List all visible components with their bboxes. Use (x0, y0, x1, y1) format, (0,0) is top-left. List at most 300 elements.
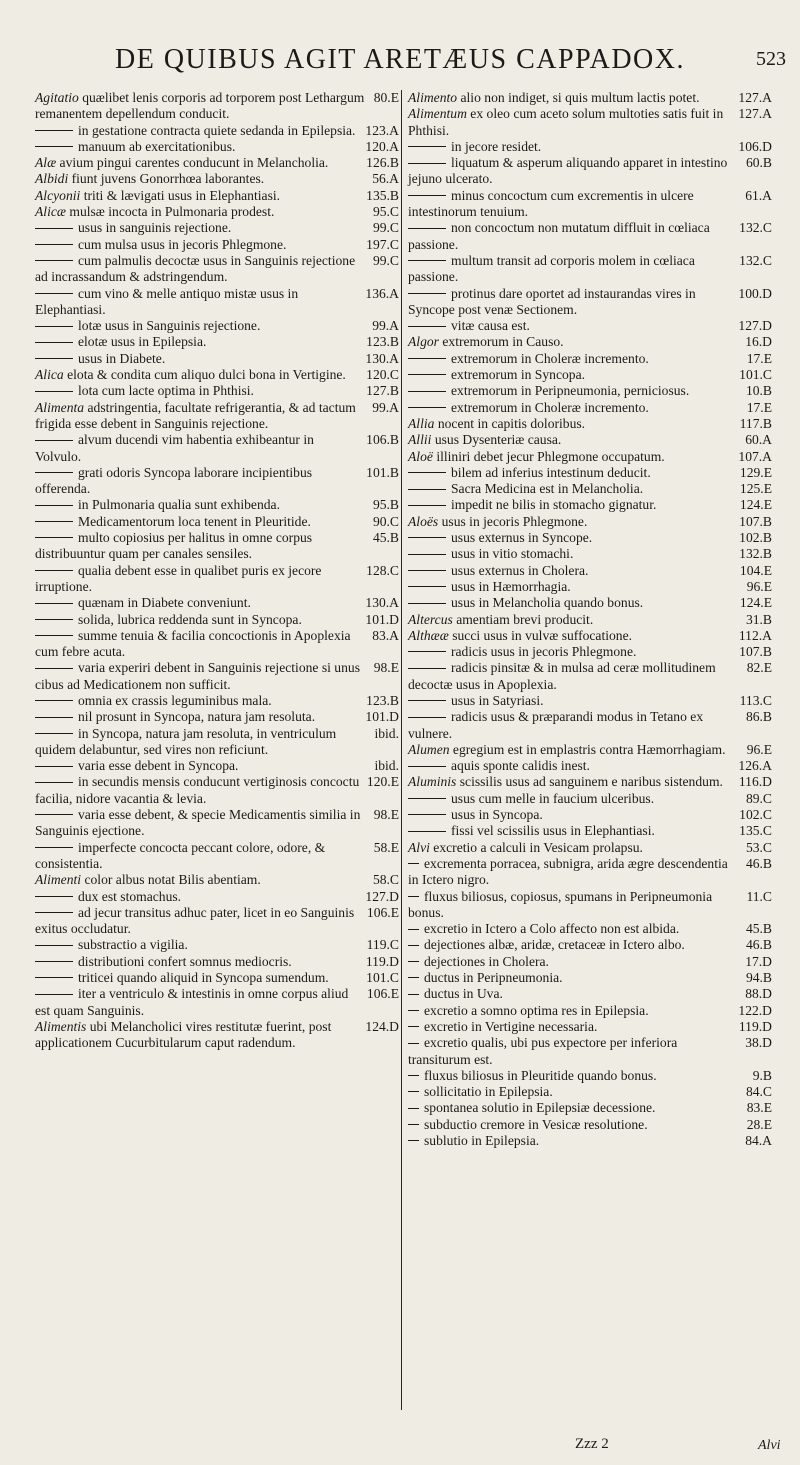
entry-text: vitæ causa est. (451, 318, 530, 334)
index-entry (35, 367, 401, 383)
page-reference: 89.C (745, 790, 772, 806)
entry-text: ductus in Peripneumonia. (424, 970, 563, 986)
page-reference: 132.C (739, 252, 772, 268)
page-reference: 124.E (739, 595, 772, 611)
ditto-dash (408, 407, 446, 408)
index-entry (408, 383, 774, 399)
index-entry (408, 840, 774, 856)
headword: Aluminis (408, 774, 457, 790)
index-entry (35, 970, 401, 986)
entry-text: subductio cremore in Vesicæ resolutione. (424, 1116, 648, 1132)
ditto-dash (408, 293, 446, 294)
entry-text: substractio a vigilia. (78, 937, 188, 953)
ditto-dash (35, 391, 73, 392)
page-reference: 120.C (366, 367, 399, 383)
ditto-dash (408, 570, 446, 571)
page-reference: 135.B (366, 187, 399, 203)
entry-text: triti & lævigati usus in Elephantiasi. (80, 187, 281, 203)
ditto-dash (408, 1140, 419, 1141)
ditto-dash (35, 814, 73, 815)
ditto-dash (408, 994, 419, 995)
ditto-dash (35, 293, 73, 294)
index-entry (35, 220, 401, 236)
ditto-dash (35, 260, 73, 261)
ditto-dash (408, 700, 446, 701)
index-entry (408, 1068, 774, 1084)
page-reference: 129.E (739, 464, 772, 480)
page-reference: 125.E (739, 481, 772, 497)
index-entry (35, 351, 401, 367)
index-entry (35, 774, 401, 807)
page-reference: 99.C (372, 220, 399, 236)
signature-mark: Zzz 2 (575, 1436, 609, 1452)
page-reference: 83.A (372, 627, 399, 643)
page-reference: 130.A (365, 350, 399, 366)
entry-text: iter a ventriculo & intestinis in omne corpus aliud est quam Sanguinis. (35, 986, 349, 1018)
index-entry (35, 726, 401, 759)
ditto-dash (35, 146, 73, 147)
entry-text: radicis usus & præparandi modus in Tetano ex vulnere. (408, 709, 704, 741)
page-reference: 124.D (365, 1018, 399, 1034)
page-reference: 117.B (739, 415, 772, 431)
index-entry (408, 253, 774, 286)
index-entry (35, 465, 401, 498)
ditto-dash (408, 163, 446, 164)
index-entry (35, 286, 401, 319)
page-reference: 99.A (372, 318, 399, 334)
entry-text: grati odoris Syncopa laborare incipientibus offerenda. (35, 464, 313, 497)
ditto-dash (408, 537, 446, 538)
entry-text: usus Dysenteriæ causa. (431, 432, 562, 448)
page-reference: ibid. (374, 758, 399, 774)
entry-text: usus in vitio stomachi. (451, 546, 574, 562)
entry-text: fissi vel scissilis usus in Elephantiasi. (451, 823, 655, 839)
page-reference: ibid. (374, 725, 399, 741)
ditto-dash (35, 896, 73, 897)
index-entry (408, 970, 774, 986)
page-reference: 102.C (739, 807, 772, 823)
entry-text: qualia debent esse in qualibet puris ex jecore irruptione. (35, 562, 322, 594)
index-entry (35, 595, 401, 611)
entry-text: ductus in Uva. (424, 986, 503, 1002)
index-entry (408, 823, 774, 839)
index-entry (35, 90, 401, 123)
index-entry (408, 954, 774, 970)
ditto-dash (35, 912, 73, 913)
page-reference: 106.E (366, 986, 399, 1002)
entry-text: triticei quando aliquid in Syncopa sumendum. (78, 970, 329, 986)
entry-text: multum transit ad corporis molem in cœliaca passione. (408, 252, 695, 285)
entry-text: usus cum melle in faucium ulceribus. (451, 790, 655, 806)
ditto-dash (408, 326, 446, 327)
entry-text: extremorum in Peripneumonia, perniciosus. (451, 383, 690, 399)
headword: Allii (408, 432, 432, 448)
index-entry (408, 449, 774, 465)
entry-text: ad jecur transitus adhuc pater, licet in eo Sanguinis exitus occludatur. (35, 904, 355, 937)
headword: Aloë (408, 448, 433, 464)
page-reference: 96.E (746, 741, 772, 757)
ditto-dash (408, 961, 419, 962)
index-entry (35, 400, 401, 433)
ditto-dash (408, 228, 446, 229)
page-reference: 127.B (366, 383, 399, 399)
entry-text: mulsæ incocta in Pulmonaria prodest. (65, 204, 275, 220)
entry-text: quælibet lenis corporis ad torporem post Lethargum remanentem depellendum conducit. (35, 90, 365, 122)
index-entry (35, 334, 401, 350)
ditto-dash (408, 1091, 419, 1092)
entry-text: fluxus biliosus in Pleuritide quando bonus. (424, 1067, 657, 1083)
ditto-dash (35, 945, 73, 946)
entry-text: cum mulsa usus in jecoris Phlegmone. (78, 236, 287, 252)
page-reference: 127.A (738, 106, 772, 122)
ditto-dash (408, 260, 446, 261)
index-entry (408, 1019, 774, 1035)
ditto-dash (408, 146, 446, 147)
page-reference: 10.B (745, 383, 772, 399)
entry-text: nil prosunt in Syncopa, natura jam resoluta. (78, 709, 316, 725)
index-entry (408, 400, 774, 416)
entry-text: excretio a calculi in Vesicam prolapsu. (429, 839, 643, 855)
index-entry (408, 334, 774, 350)
page-reference: 123.B (366, 334, 399, 350)
index-entry (408, 807, 774, 823)
page-reference: 127.D (365, 888, 399, 904)
index-entry (408, 367, 774, 383)
headword: Allia (408, 415, 435, 431)
ditto-dash (35, 733, 73, 734)
entry-text: adstringentia, facultate refrigerantia, & ad tactum frigida esse debent in Sanguinis rejectione. (35, 399, 356, 431)
ditto-dash (408, 374, 446, 375)
entry-text: lota cum lacte optima in Phthisi. (78, 383, 254, 399)
ditto-dash (35, 717, 73, 718)
entry-text: illiniri debet jecur Phlegmone occupatum. (432, 448, 665, 464)
index-entry (408, 1133, 774, 1149)
index-entry (408, 1035, 774, 1068)
ditto-dash (408, 554, 446, 555)
index-entry (408, 612, 774, 628)
ditto-dash (408, 472, 446, 473)
page-reference: 104.E (739, 562, 772, 578)
page-reference: 9.B (752, 1067, 772, 1083)
ditto-dash (408, 929, 419, 930)
entry-text: excrementa porracea, subnigra, arida ægre descendentia in Ictero nigro. (408, 855, 728, 888)
entry-text: cum palmulis decoctæ usus in Sanguinis rejectione ad incrassandum & adstringendum. (35, 252, 356, 285)
index-entry (35, 318, 401, 334)
page-reference: 130.A (365, 595, 399, 611)
entry-text: nocent in capitis doloribus. (434, 415, 586, 431)
page-reference: 95.C (372, 204, 399, 220)
entry-text: usus externus in Cholera. (451, 562, 589, 578)
page-reference: 58.E (373, 839, 399, 855)
index-entry (35, 807, 401, 840)
entry-text: usus in sanguinis rejectione. (78, 220, 232, 236)
page-reference: 90.C (372, 513, 399, 529)
headword: Althææ (408, 627, 449, 643)
entry-text: manuum ab exercitationibus. (78, 138, 236, 154)
index-entry (35, 660, 401, 693)
entry-text: scissilis usus ad sanguinem e naribus sistendum. (456, 774, 723, 790)
index-entry (35, 188, 401, 204)
ditto-dash (408, 1108, 419, 1109)
index-entry (35, 937, 401, 953)
entry-text: elotæ usus in Epilepsia. (78, 334, 207, 350)
index-entry (408, 318, 774, 334)
index-entry (408, 774, 774, 790)
index-entry (408, 286, 774, 319)
page-reference: 112.A (738, 627, 772, 643)
entry-text: in Syncopa, natura jam resoluta, in ventriculum quidem delabuntur, sed vires non reficiunt. (35, 725, 337, 757)
page-reference: 119.C (366, 937, 399, 953)
ditto-dash (35, 505, 73, 506)
ditto-dash (35, 619, 73, 620)
page-reference: 88.D (745, 986, 772, 1002)
page-reference: 101.B (366, 464, 399, 480)
headword: Alimento (408, 90, 458, 105)
index-entry (408, 465, 774, 481)
index-entry (408, 481, 774, 497)
ditto-dash (408, 391, 446, 392)
page-reference: 80.E (373, 90, 399, 105)
page-reference: 127.A (738, 90, 772, 105)
entry-text: aquis sponte calidis inest. (451, 758, 590, 774)
page-reference: 102.B (739, 530, 772, 546)
page-reference: 123.A (365, 122, 399, 138)
index-entry (408, 889, 774, 922)
ditto-dash (35, 635, 73, 636)
index-entry (408, 937, 774, 953)
entry-text: Medicamentorum loca tenent in Pleuritide. (78, 513, 311, 529)
index-entry (408, 90, 774, 106)
entry-text: color albus notat Bilis abentiam. (81, 872, 261, 888)
index-entry (408, 856, 774, 889)
entry-text: imperfecte concocta peccant colore, odore, & consistentia. (35, 839, 326, 871)
headword: Algor (408, 334, 439, 350)
ditto-dash (35, 977, 73, 978)
headword: Alæ (35, 155, 57, 171)
index-column-left (35, 90, 401, 1052)
ditto-dash (35, 537, 73, 538)
page-reference: 11.C (746, 888, 772, 904)
ditto-dash (35, 570, 73, 571)
headword: Alica (35, 367, 64, 383)
index-entry (35, 1019, 401, 1052)
index-entry (408, 986, 774, 1002)
entry-text: dejectiones albæ, aridæ, cretaceæ in Ictero albo. (424, 937, 685, 953)
entry-text: succi usus in vulvæ suffocatione. (448, 627, 633, 643)
page-reference: 106.E (366, 904, 399, 920)
index-entry (35, 155, 401, 171)
ditto-dash (35, 244, 73, 245)
page-reference: 119.D (738, 1018, 772, 1034)
index-entry (35, 530, 401, 563)
entry-text: Sacra Medicina est in Melancholia. (451, 481, 644, 497)
page-reference: 82.E (746, 660, 772, 676)
index-column-right (408, 90, 774, 1149)
index-entry (35, 612, 401, 628)
index-entry (408, 188, 774, 221)
ditto-dash (35, 472, 73, 473)
entry-text: omnia ex crassis leguminibus mala. (78, 692, 272, 708)
index-entry (35, 514, 401, 530)
headword: Albidi (35, 171, 69, 187)
ditto-dash (408, 586, 446, 587)
page-footer (0, 1436, 800, 1460)
index-entry (408, 628, 774, 644)
page-reference: 17.E (746, 350, 772, 366)
index-entry (408, 693, 774, 709)
index-entry (408, 644, 774, 660)
index-entry (408, 220, 774, 253)
entry-text: summe tenuia & facilia concoctionis in Apoplexia cum febre acuta. (35, 627, 351, 660)
ditto-dash (35, 961, 73, 962)
index-entry (408, 660, 774, 693)
index-entry (408, 155, 774, 188)
ditto-dash (408, 505, 446, 506)
index-entry (35, 237, 401, 253)
page-reference: 126.A (738, 758, 772, 774)
page-reference: 107.B (739, 513, 772, 529)
entry-text: cum vino & melle antiquo mistæ usus in Elephantiasi. (35, 285, 299, 317)
entry-text: usus in jecoris Phlegmone. (438, 513, 588, 529)
entry-text: bilem ad inferius intestinum deducit. (451, 464, 651, 480)
index-entry (35, 432, 401, 465)
page-reference: 60.A (745, 432, 772, 448)
page-reference: 28.E (746, 1116, 772, 1132)
page-reference: 45.B (372, 530, 399, 546)
entry-text: in jecore residet. (451, 138, 542, 154)
ditto-dash (408, 945, 419, 946)
index-entry (408, 139, 774, 155)
index-entry (408, 791, 774, 807)
page-reference: 127.D (738, 318, 772, 334)
ditto-dash (408, 863, 419, 864)
entry-text: protinus dare oportet ad instaurandas vires in Syncope post venæ Sectionem. (408, 285, 696, 317)
entry-text: sublutio in Epilepsia. (424, 1133, 540, 1148)
page-reference: 45.B (745, 921, 772, 937)
index-entry (35, 905, 401, 938)
entry-text: dux est stomachus. (78, 888, 182, 904)
entry-text: quænam in Diabete conveniunt. (78, 595, 251, 611)
index-entry (35, 872, 401, 888)
ditto-dash (35, 521, 73, 522)
page-reference: 120.E (366, 774, 399, 790)
index-entry (408, 709, 774, 742)
index-entry (408, 595, 774, 611)
headword: Alimenti (35, 872, 82, 888)
entry-text: amentiam brevi producit. (452, 611, 594, 627)
entry-text: spontanea solutio in Epilepsiæ decessione. (424, 1100, 656, 1116)
page-reference: 86.B (745, 709, 772, 725)
index-entry (408, 758, 774, 774)
entry-text: fluxus biliosus, copiosus, spumans in Peripneumonia bonus. (408, 888, 713, 920)
page-reference: 61.A (745, 187, 772, 203)
entry-text: in secundis mensis conducunt vertiginosis concoctu facilia, nidore vacantia & levia. (35, 774, 360, 806)
headword: Aloës (408, 513, 439, 529)
entry-text: extremorum in Choleræ incremento. (451, 399, 649, 415)
entry-text: usus externus in Syncope. (451, 530, 593, 546)
ditto-dash (35, 668, 73, 669)
page-reference: 101.D (365, 709, 399, 725)
page-reference: 58.C (372, 872, 399, 888)
entry-text: usus in Melancholia quando bonus. (451, 595, 644, 611)
index-entry (408, 563, 774, 579)
running-head (0, 44, 800, 84)
headword: Alimenta (35, 399, 85, 415)
entry-text: dejectiones in Cholera. (424, 953, 549, 969)
entry-text: lotæ usus in Sanguinis rejectione. (78, 318, 261, 334)
ditto-dash (408, 766, 446, 767)
index-entry (408, 921, 774, 937)
page-reference: 124.E (739, 497, 772, 513)
index-entry (408, 351, 774, 367)
headword: Alumen (408, 741, 450, 757)
page-reference: 197.C (366, 236, 399, 252)
index-entry (408, 514, 774, 530)
page-reference: 122.D (738, 1002, 772, 1018)
page-reference: 98.E (373, 660, 399, 676)
page-reference: 60.B (745, 155, 772, 171)
index-entry (408, 497, 774, 513)
ditto-dash (35, 228, 73, 229)
headword: Alvi (408, 839, 430, 855)
entry-text: radicis pinsitæ & in mulsa ad ceræ mollitudinem decoctæ usus in Apoplexia. (408, 660, 716, 692)
entry-text: alvum ducendi vim habentia exhibeantur in Volvulo. (35, 432, 314, 464)
page-reference: 126.B (366, 155, 399, 171)
entry-text: in gestatione contracta quiete sedanda in Epilepsia. (78, 122, 356, 138)
page-reference: 101.C (739, 367, 772, 383)
entry-text: avium pingui carentes conducunt in Melancholia. (56, 155, 329, 171)
page-reference: 17.E (746, 399, 772, 415)
index-entry (35, 758, 401, 774)
index-entry (35, 253, 401, 286)
entry-text: alio non indiget, si quis multum lactis potet. (457, 90, 700, 105)
ditto-dash (35, 847, 73, 848)
ditto-dash (35, 994, 73, 995)
entry-text: sollicitatio in Epilepsia. (424, 1084, 553, 1100)
index-entry (408, 546, 774, 562)
page-reference: 31.B (745, 611, 772, 627)
page-reference: 99.C (372, 252, 399, 268)
entry-text: usus in Diabete. (78, 350, 166, 366)
ditto-dash (408, 668, 446, 669)
entry-text: excretio qualis, ubi pus expectore per inferiora transiturum est. (408, 1035, 678, 1067)
index-entry (35, 497, 401, 513)
headword: Agitatio (35, 90, 79, 105)
index-entry (408, 1100, 774, 1116)
entry-text: ex oleo cum aceto solum multoties satis fuit in Phthisi. (408, 106, 724, 138)
ditto-dash (35, 326, 73, 327)
page-reference: 56.A (372, 171, 399, 187)
page-reference: 116.D (738, 774, 772, 790)
ditto-dash (35, 358, 73, 359)
page-reference: 95.B (372, 497, 399, 513)
ditto-dash (408, 831, 446, 832)
entry-text: in Pulmonaria qualia sunt exhibenda. (78, 497, 280, 513)
page-reference: 132.C (739, 220, 772, 236)
entry-text: extremorum in Choleræ incremento. (451, 350, 649, 366)
page-reference: 107.A (738, 448, 772, 464)
index-entry (408, 432, 774, 448)
page-reference: 107.B (739, 644, 772, 660)
entry-text: varia experiri debent in Sanguinis rejectione si unus cibus ad Medicationem non sufficit. (35, 660, 360, 692)
page-reference: 106.B (366, 432, 399, 448)
page-reference: 113.C (739, 692, 772, 708)
ditto-dash (408, 603, 446, 604)
index-entry (35, 563, 401, 596)
index-entry (35, 840, 401, 873)
entry-text: radicis usus in jecoris Phlegmone. (451, 644, 637, 660)
entry-text: excretio a somno optima res in Epilepsia. (424, 1002, 649, 1018)
